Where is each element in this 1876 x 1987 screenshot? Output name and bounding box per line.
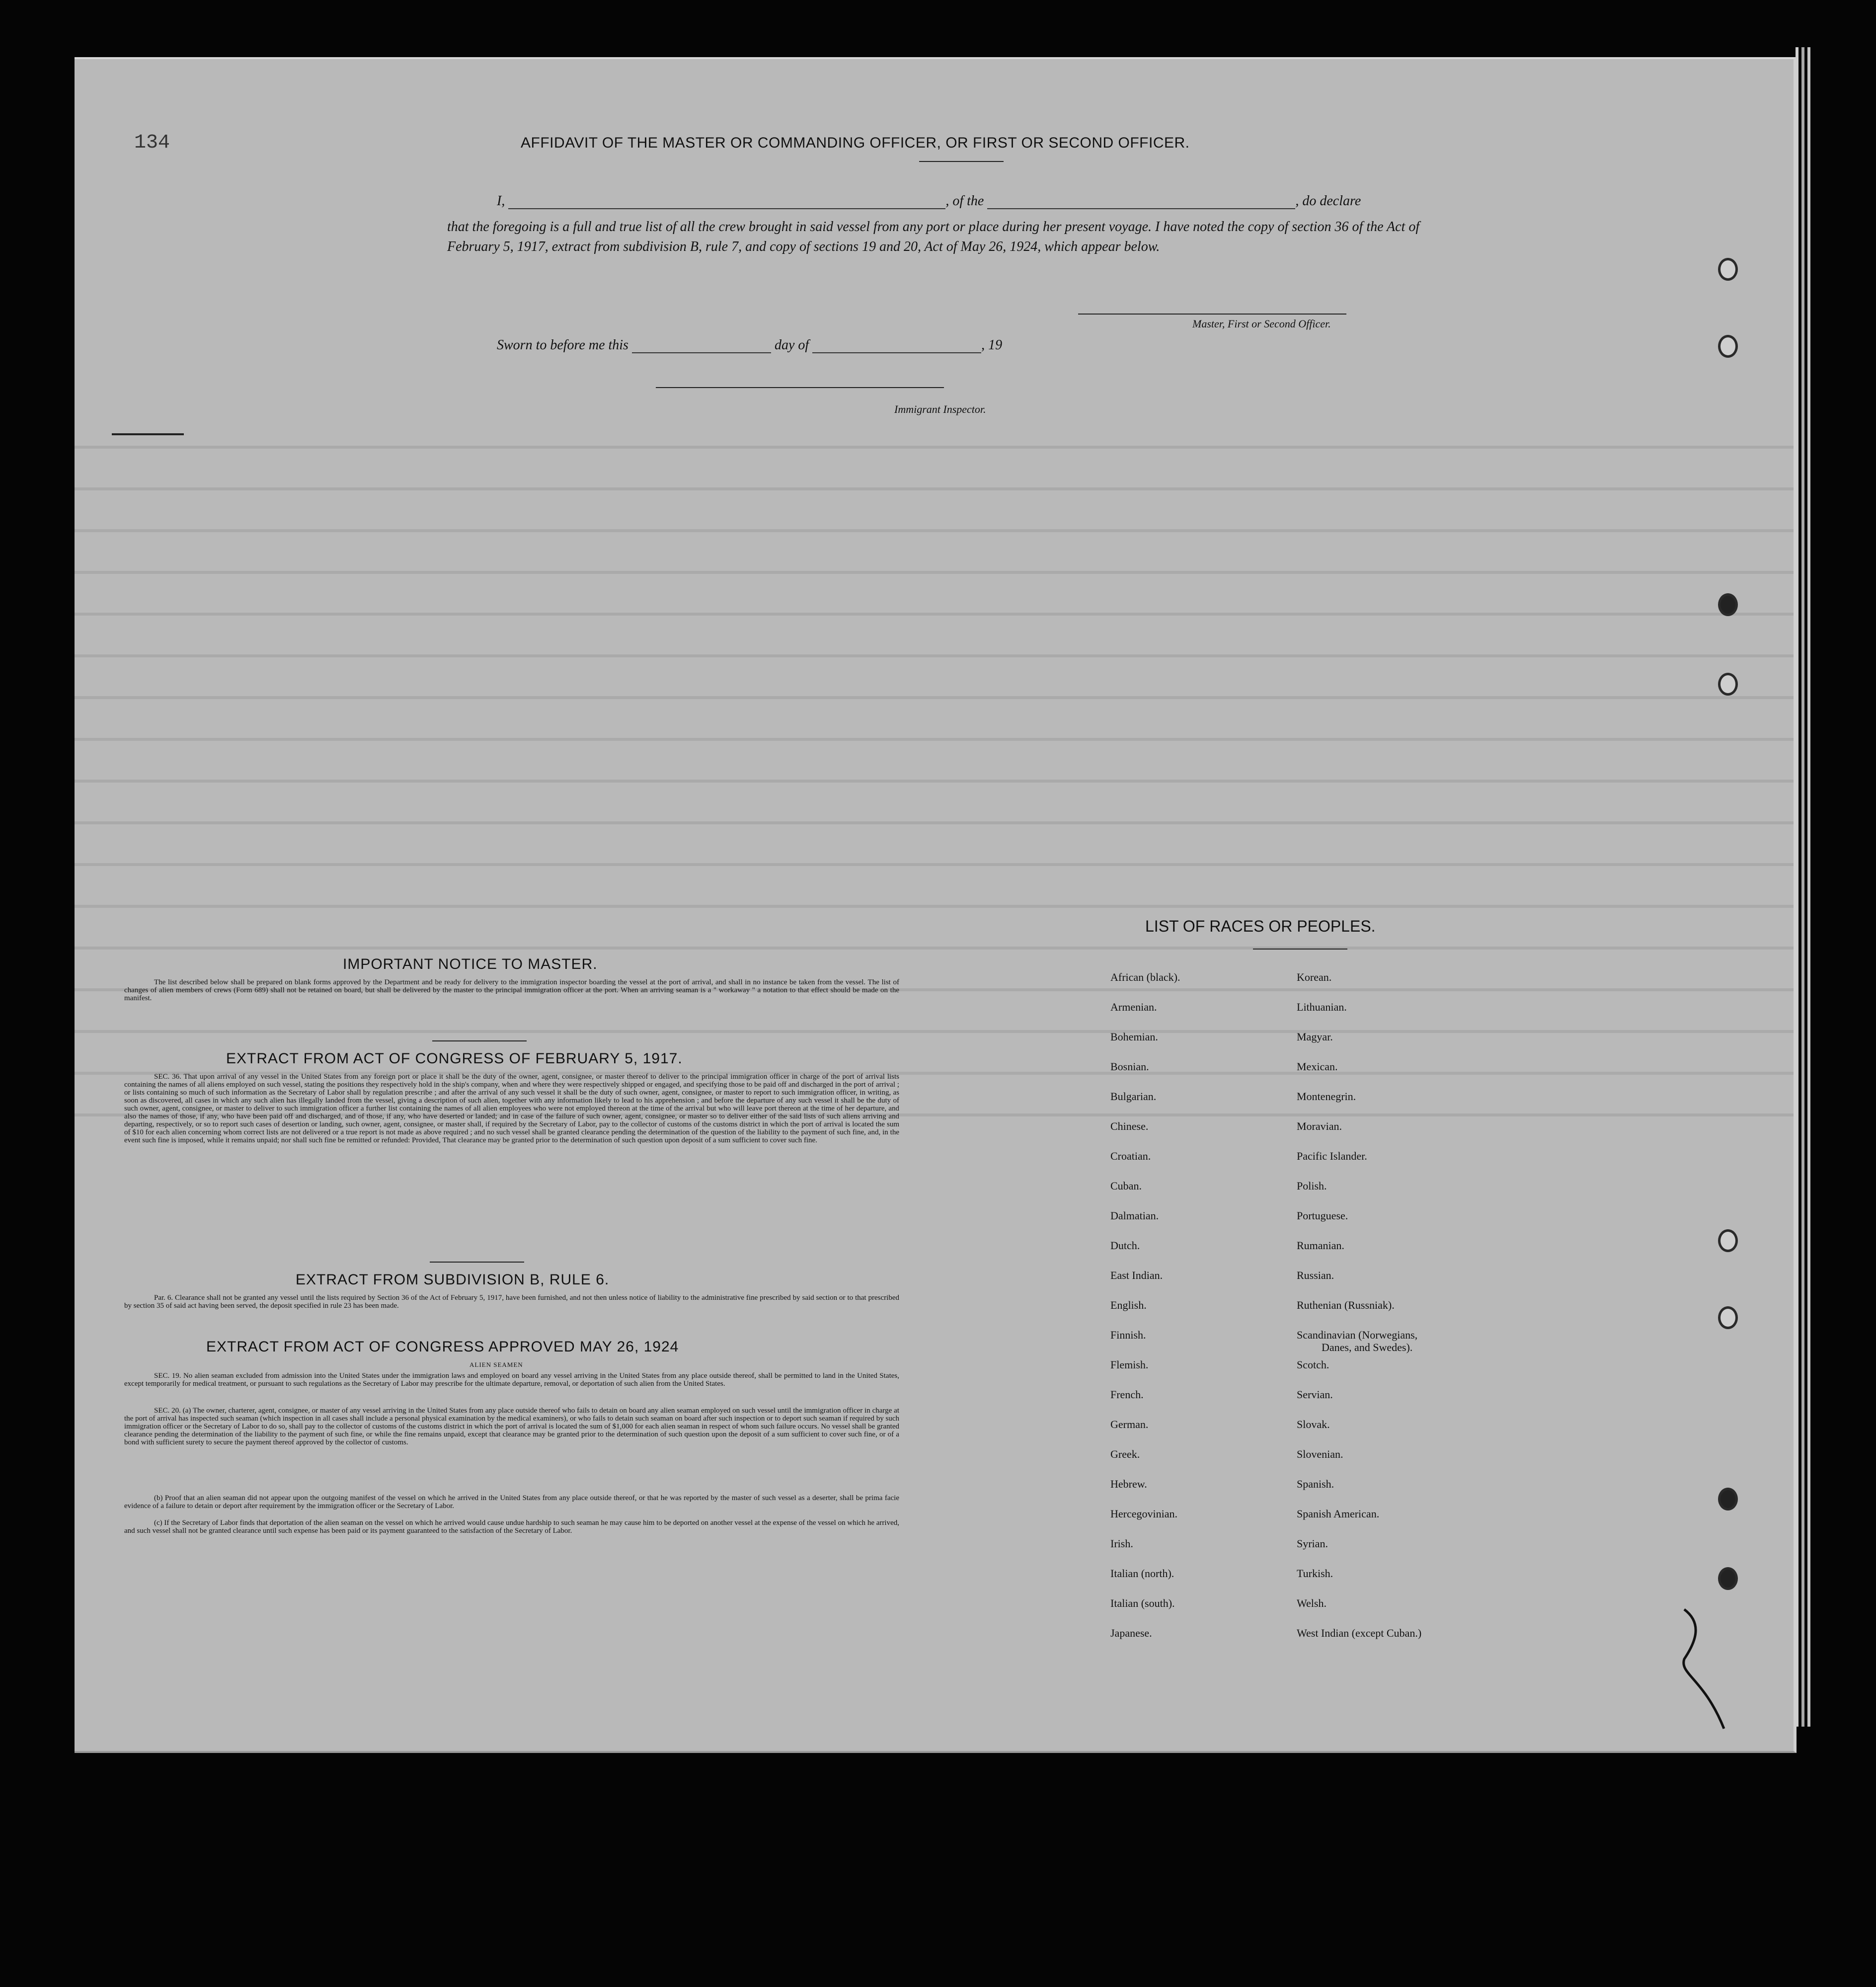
signature-line[interactable] (1078, 314, 1346, 315)
line1-prefix: I, (497, 193, 505, 209)
sworn-suffix: , 19 (981, 337, 1003, 353)
divider (1253, 949, 1347, 950)
race-item: African (black). (1110, 971, 1180, 983)
page-edge (1796, 47, 1798, 1727)
race-item: Flemish. (1110, 1358, 1149, 1371)
race-item: Spanish. (1297, 1478, 1334, 1490)
sworn-day-field[interactable] (632, 352, 771, 353)
race-item: Chinese. (1110, 1120, 1149, 1132)
binding-hole (1718, 673, 1738, 696)
race-item: English. (1110, 1299, 1147, 1311)
race-item: Polish. (1297, 1180, 1327, 1192)
binding-hole (1718, 1229, 1738, 1252)
race-item: Finnish. (1110, 1329, 1146, 1341)
page-edge (1807, 47, 1810, 1727)
pen-mark-icon (1674, 1604, 1734, 1734)
race-item: Russian. (1297, 1269, 1334, 1281)
race-item: East Indian. (1110, 1269, 1163, 1281)
binding-hole (1718, 1306, 1738, 1329)
race-item: Slovak. (1297, 1418, 1330, 1431)
extract-1917-text: SEC. 36. That upon arrival of any vessel in the United States from any foreign port or place it shall be the duty of the owner, agent, consignee, or master thereof to deliver to the principal immigration officer in charge of the port of arrival lists containing the names of all aliens employed on such vessel, stating the positions they respectively hold in the ship's company, when and where they were respectively shipped or engaged, and specifying those to be paid off and discharged in the port of arrival ; or lists containing so much of such information as the Secretary of Labor shall by regulation prescribe ; and after the arrival of any such vessel it shall be the duty of such owner, agent, consignee, or master to report to such immigration officer, in writing, as soon as discovered, all cases in which any such alien has illegally landed from the vessel, giving a description of such alien, together with any information likely to lead to his apprehension ; and before the departure of any such vessel it shall be the duty of such owner, agent, consignee, or master to deliver to such immigration officer a further list containing the names of all alien employees who were not employed thereon at the time of the arrival but who will leave port thereon at the time of her departure, and also the names of those, if any, who have been paid off and discharged, and of those, if any, who have deserted or landed; and in case of the failure of such owner, agent, consignee, or master so to deliver either of the said lists of such aliens arriving and departing, respectively, or so to report such cases of desertion or landing, such owner, agent, consignee, or master shall, if required by the Secretary of Labor, pay to the collector of customs of the customs district in which the port of arrival is located the sum of $10 for each alien concerning whom correct lists are not delivered or a true report is not made as above required ; and no such vessel shall be granted clearance pending the determination of the question of the liability to the payment of such fine, and, in the event such fine is imposed, while it remains unpaid; nor shall such fine be remitted or refunded: Provided, That clearance may be granted prior to the determination of such question upon deposit of a sum sufficient to cover such fine. (124, 1073, 899, 1144)
affidavit-title: AFFIDAVIT OF THE MASTER OR COMMANDING OFFICER, OR FIRST OR SECOND OFFICER. (521, 135, 1190, 151)
extract-rule6-text: Par. 6. Clearance shall not be granted any vessel until the lists required by Section 36 of the Act of February 5, 1917, have been furnished, and not then unless notice of liability to the administrative fine prescribed by said section or to that prescribed by section 35 of said act having been served, the deposit specified in rule 23 has been made. (124, 1294, 899, 1310)
race-item: French. (1110, 1388, 1144, 1401)
binding-hole (1718, 593, 1738, 616)
race-item: Armenian. (1110, 1001, 1157, 1013)
inspector-label: Immigrant Inspector. (894, 403, 986, 415)
binding-hole (1718, 1567, 1738, 1590)
race-item: Turkish. (1297, 1567, 1333, 1580)
signature-label: Master, First or Second Officer. (1192, 318, 1331, 330)
inspector-signature-line[interactable] (656, 387, 944, 388)
page-edge (1801, 47, 1804, 1727)
sec20c-text: (c) If the Secretary of Labor finds that deportation of the alien seaman on the vessel on which he arrived would cause undue hardship to such seaman he may cause him to be deported on another vessel at the expense of the vessel on which he arrived, and such vessel shall not be granted clearance until such expense has been paid or its payment guaranteed to the satisfaction of the Secretary of Labor. (124, 1519, 899, 1535)
race-item: Korean. (1297, 971, 1332, 983)
race-item: Moravian. (1297, 1120, 1342, 1132)
sworn-month-field[interactable] (812, 352, 981, 353)
race-item: Spanish American. (1297, 1508, 1380, 1520)
extract-1924-title: EXTRACT FROM ACT OF CONGRESS APPROVED MAY 26, 1924 (206, 1339, 679, 1355)
notice-title: IMPORTANT NOTICE TO MASTER. (343, 956, 598, 972)
binding-hole (1718, 335, 1738, 358)
extract-1917-title: EXTRACT FROM ACT OF CONGRESS OF FEBRUARY 5, 1917. (226, 1050, 683, 1067)
sworn-line (497, 337, 1002, 353)
race-item: Scotch. (1297, 1358, 1329, 1371)
line1-mid: , of the (945, 193, 984, 209)
notice-text: The list described below shall be prepared on blank forms approved by the Department and be ready for delivery to the immigration inspector boarding the vessel at the port of arrival, and shall in no instance be taken from the vessel. The list of changes of alien members of crews (Form 689) shall not be retained on board, but shall be delivered by the master to the principal immigration officer at the port. When an arriving seaman is a " workaway " a notation to that effect should be made on the manifest. (124, 978, 899, 1002)
sworn-prefix: Sworn to before me this (497, 337, 628, 353)
divider (432, 1040, 527, 1041)
sec20b-text: (b) Proof that an alien seaman did not appear upon the outgoing manifest of the vessel on which he arrived in the United States from any place outside thereof, or that he was reported by the master of such vessel as a deserter, shall be prima facie evidence of a failure to detain or deport after requirement by the immigration officer or the Secretary of Labor. (124, 1494, 899, 1510)
pen-stroke-icon (109, 427, 189, 442)
line1-suffix: , do declare (1295, 193, 1361, 209)
binding-hole (1718, 258, 1738, 281)
affidavit-line1 (497, 193, 1361, 209)
race-item: Servian. (1297, 1388, 1333, 1401)
sec20a-text: SEC. 20. (a) The owner, charterer, agent, consignee, or master of any vessel arriving in the United States from any place outside thereof who fails to detain on board any alien seaman employed on such vessel until the immigration officer in charge at the port of arrival has inspected such seaman (which inspection in all cases shall include a personal physical examination by the medical examiners), or who fails to detain such seaman on board after such inspection or to deport such seaman if required by such immigration officer or the Secretary of Labor to do so, shall pay to the collector of customs of the customs district in which the port of arrival is located the sum of $1,000 for each alien seaman in respect of whom such failure occurs. No vessel shall be granted clearance pending the determination of the liability to the payment of such fine, or while the fine remains unpaid, except that clearance may be granted prior to the determination of such question upon the deposit of a sum sufficient to cover such fine, or of a bond with sufficient surety to secure the payment thereof approved by the collector of customs. (124, 1407, 899, 1446)
race-item: Pacific Islander. (1297, 1150, 1367, 1162)
alien-seamen-subtitle: ALIEN SEAMEN (469, 1361, 523, 1368)
race-item: Irish. (1110, 1537, 1133, 1550)
race-item: Montenegrin. (1297, 1090, 1356, 1103)
race-item: Italian (north). (1110, 1567, 1174, 1580)
race-item: West Indian (except Cuban.) (1297, 1627, 1422, 1639)
race-item: Scandinavian (Norwegians, (1297, 1329, 1418, 1341)
name-field[interactable] (508, 208, 945, 209)
race-item: Italian (south). (1110, 1597, 1175, 1609)
race-item: Hercegovinian. (1110, 1508, 1177, 1520)
race-item: Greek. (1110, 1448, 1140, 1460)
vessel-field[interactable] (987, 208, 1295, 209)
scandinavian-continuation: Danes, and Swedes). (1322, 1341, 1413, 1353)
race-item: Rumanian. (1297, 1239, 1344, 1252)
race-item: Cuban. (1110, 1180, 1142, 1192)
extract-rule6-title: EXTRACT FROM SUBDIVISION B, RULE 6. (296, 1272, 610, 1288)
form-sheet (75, 57, 1797, 1753)
races-title: LIST OF RACES OR PEOPLES. (1145, 917, 1376, 935)
binding-hole (1718, 1488, 1738, 1510)
race-item: Bosnian. (1110, 1060, 1149, 1073)
race-item: Syrian. (1297, 1537, 1328, 1550)
race-item: Lithuanian. (1297, 1001, 1347, 1013)
affidavit-statement: that the foregoing is a full and true list of all the crew brought in said vessel from any port or place during her present voyage. I have noted the copy of section 36 of the Act of February 5, 1917, extract from subdivision B, rule 7, and copy of sections 19 and 20, Act of May 26, 1924, which appear below. (447, 219, 1420, 254)
race-item: Ruthenian (Russniak). (1297, 1299, 1395, 1311)
race-item: German. (1110, 1418, 1149, 1431)
sec19-text: SEC. 19. No alien seaman excluded from admission into the United States under the immigration laws and employed on board any vessel arriving in the United States from any place outside thereof, shall be permitted to land in the United States, except temporarily for medical treatment, or pursuant to such regulations as the Secretary of Labor may prescribe for the ultimate departure, removal, or deportation of such alien from the United States. (124, 1372, 899, 1388)
race-item: Japanese. (1110, 1627, 1152, 1639)
race-item: Mexican. (1297, 1060, 1338, 1073)
race-item: Slovenian. (1297, 1448, 1343, 1460)
race-item: Welsh. (1297, 1597, 1327, 1609)
race-item: Portuguese. (1297, 1209, 1348, 1222)
divider (430, 1262, 524, 1263)
page-number: 134 (134, 132, 170, 154)
race-item: Dutch. (1110, 1239, 1140, 1252)
race-item: Bulgarian. (1110, 1090, 1157, 1103)
race-item: Croatian. (1110, 1150, 1151, 1162)
race-item: Hebrew. (1110, 1478, 1147, 1490)
race-item: Bohemian. (1110, 1031, 1158, 1043)
sworn-mid: day of (774, 337, 809, 353)
race-item: Dalmatian. (1110, 1209, 1159, 1222)
title-rule (919, 161, 1004, 162)
race-item: Magyar. (1297, 1031, 1333, 1043)
